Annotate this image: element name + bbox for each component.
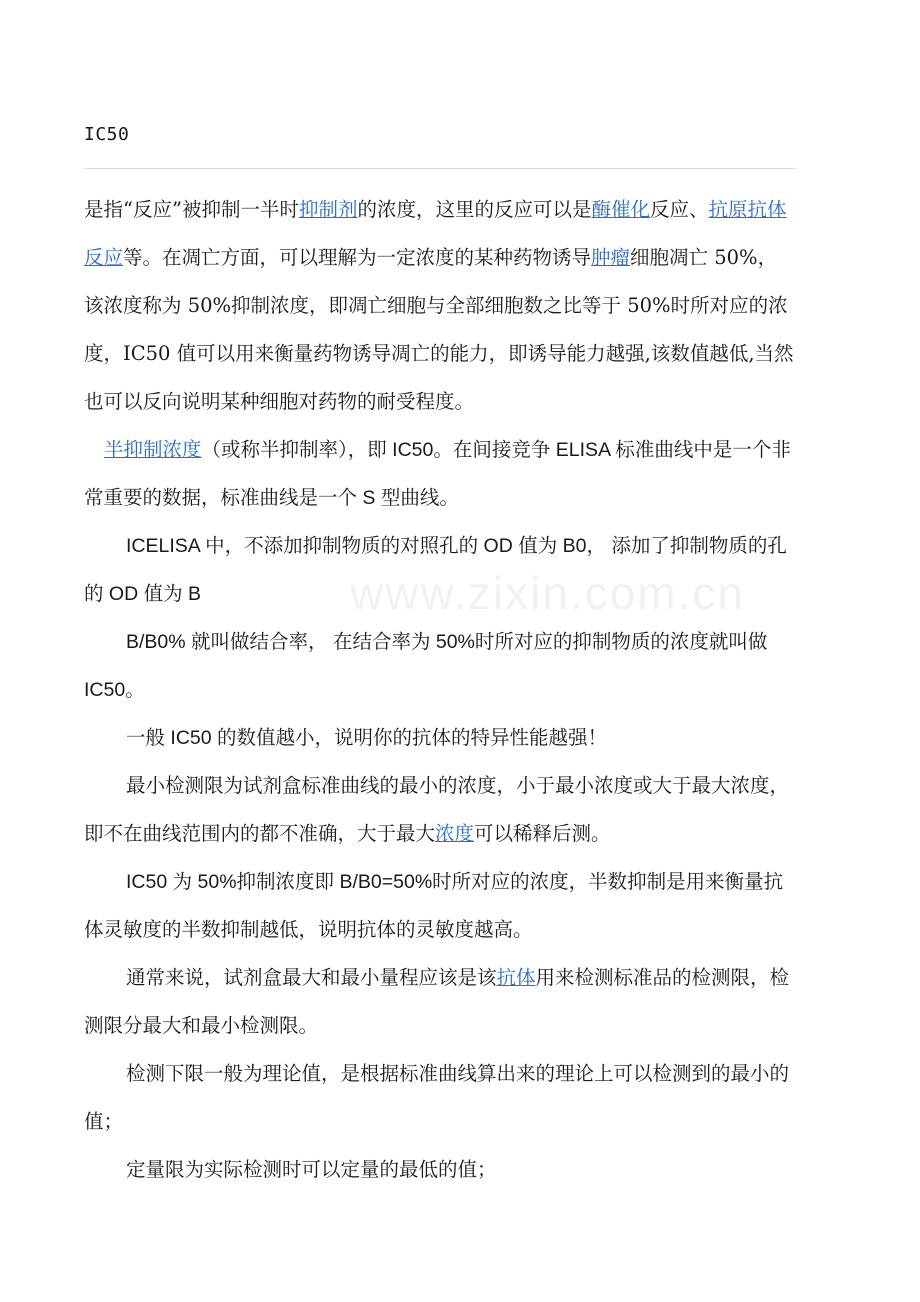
text-segment: ICELISA 中，不添加抑制物质的对照孔的 OD 值为 B0， 添加了抑制物质的孔的 OD 值为 B bbox=[84, 535, 787, 605]
text-segment: 一般 IC50 的数值越小，说明你的抗体的特异性能越强！ bbox=[126, 727, 608, 749]
text-segment: 可以稀释后测。 bbox=[474, 822, 611, 845]
text-segment: 是指“反应”被抑制一半时 bbox=[84, 198, 299, 221]
title-divider bbox=[84, 168, 796, 169]
text-segment: 最小检测限为试剂盒标准曲线的最小的浓度，小于最小浓度或大于最大浓度，即不在曲线范围内的都不准确，大于最大 bbox=[84, 774, 790, 845]
link-concentration[interactable]: 浓度 bbox=[435, 822, 475, 845]
link-half-inhibition-concentration[interactable]: 半抑制浓度 bbox=[104, 439, 202, 461]
paragraph-half-inhibition bbox=[84, 426, 796, 522]
link-enzyme-catalysis[interactable]: 酶催化 bbox=[591, 198, 650, 221]
text-segment: 反应、 bbox=[650, 198, 709, 221]
text-segment: 检测下限一般为理论值，是根据标准曲线算出来的理论上可以检测到的最小的值； bbox=[84, 1062, 790, 1133]
link-antibody[interactable]: 抗体 bbox=[496, 966, 536, 989]
paragraph-sensitivity bbox=[84, 858, 796, 954]
text-segment: 定量限为实际检测时可以定量的最低的值； bbox=[126, 1158, 497, 1181]
doc-body bbox=[84, 186, 796, 1194]
text-segment: IC50 为 50%抑制浓度即 B/B0=50%时所对应的浓度，半数抑制是用来衡量抗体灵敏度的半数抑制越低，说明抗体的灵敏度越高。 bbox=[84, 871, 784, 941]
text-segment: 通常来说，试剂盒最大和最小量程应该是该 bbox=[126, 966, 497, 989]
paragraph-od-value bbox=[84, 522, 796, 618]
text-segment: B/B0% 就叫做结合率， 在结合率为 50%时所对应的抑制物质的浓度就叫做 IC50。 bbox=[84, 631, 768, 701]
watermark: www.zixin.com.cn bbox=[350, 567, 745, 619]
paragraph-definition bbox=[84, 186, 796, 426]
paragraph-range bbox=[84, 954, 796, 1050]
link-antigen-antibody-reaction[interactable]: 抗原抗体反应 bbox=[84, 198, 787, 269]
paragraph-detection-limit bbox=[84, 762, 796, 858]
paragraph-lower-limit bbox=[84, 1050, 796, 1146]
text-segment: 用来检测标准品的检测限，检测限分最大和最小检测限。 bbox=[84, 966, 790, 1037]
text-segment: 等。在凋亡方面，可以理解为一定浓度的某种药物诱导 bbox=[123, 246, 592, 269]
paragraph-binding-rate bbox=[84, 618, 796, 714]
text-segment: 细胞凋亡 50%，该浓度称为 50%抑制浓度，即凋亡细胞与全部细胞数之比等于 50%时所对应的浓度，IC50 值可以用来衡量药物诱导凋亡的能力，即诱导能力越强,该数值越低,当然也可以反向说明某种细胞对药物的耐受程度。 bbox=[84, 246, 794, 413]
text-segment: 的浓度，这里的反应可以是 bbox=[357, 198, 592, 221]
text-segment: （或称半抑制率），即 IC50。在间接竞争 ELISA 标准曲线中是一个非常重要的数据，标准曲线是一个 S 型曲线。 bbox=[84, 439, 791, 509]
paragraph-specificity bbox=[84, 714, 796, 762]
doc-title: IC50 bbox=[84, 124, 130, 145]
link-inhibitor[interactable]: 抑制剂 bbox=[298, 198, 358, 221]
paragraph-quantitation-limit bbox=[84, 1146, 796, 1194]
link-tumor[interactable]: 肿瘤 bbox=[591, 246, 631, 269]
